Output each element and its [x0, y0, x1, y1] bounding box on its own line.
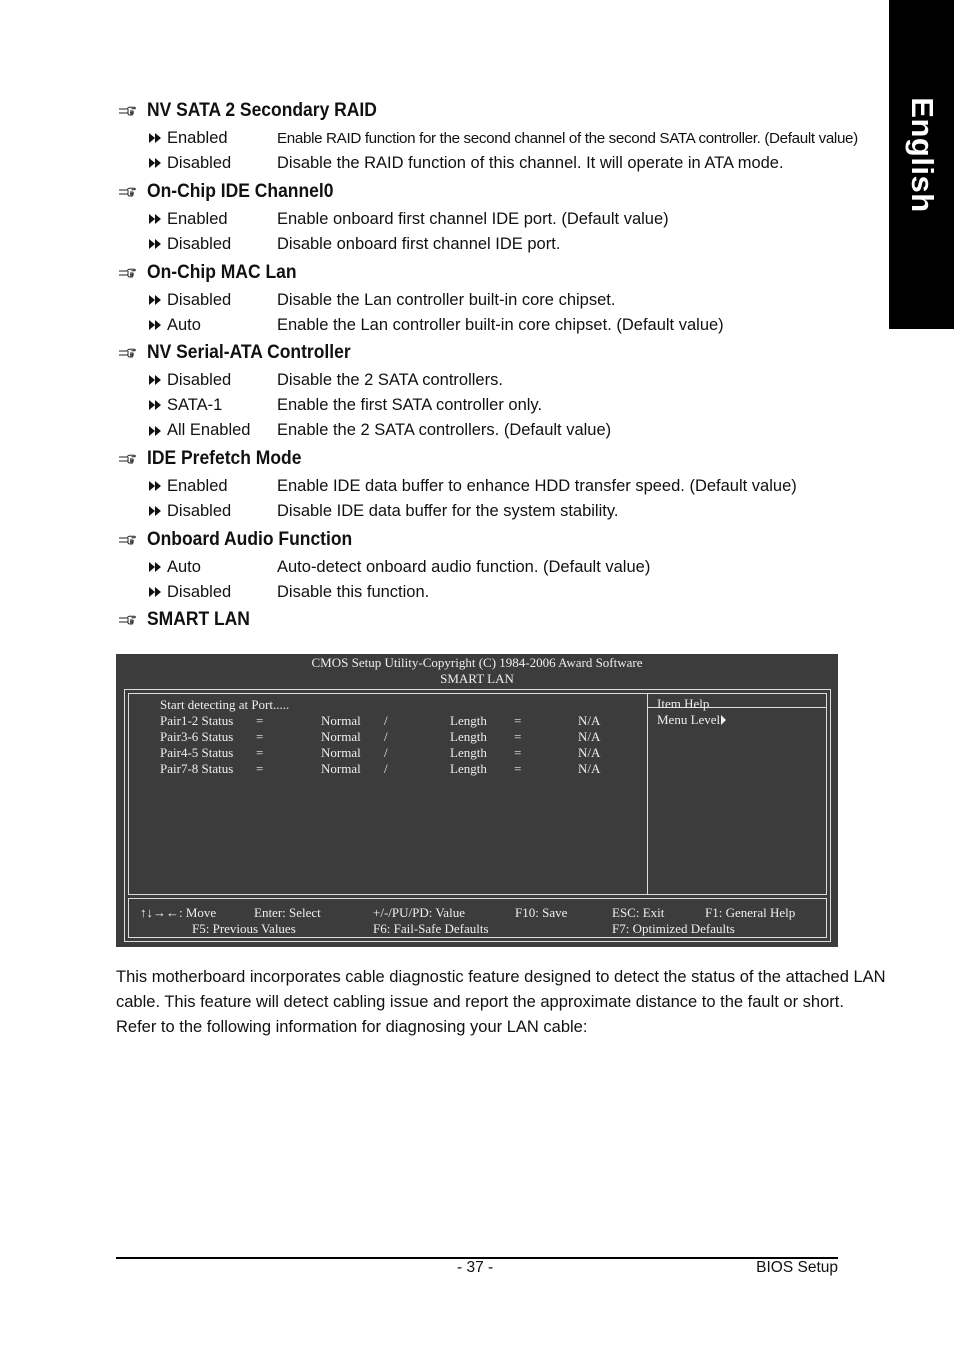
double-arrow-icon — [149, 239, 162, 249]
option-description: Disable this function. — [277, 582, 430, 601]
option-name: Enabled — [167, 128, 228, 147]
section-title: IDE Prefetch Mode — [147, 448, 302, 469]
option-item — [149, 234, 231, 254]
option-item — [149, 290, 231, 310]
option-item — [149, 557, 201, 577]
section-title: SMART LAN — [147, 609, 250, 630]
option-description: Enable the Lan controller built-in core chipset. (Default value) — [277, 315, 724, 334]
key-help: F1: General Help — [705, 905, 796, 920]
paragraph-line: Refer to the following information for diagnosing your LAN cable: — [116, 1018, 588, 1036]
equals-sign: = — [256, 713, 264, 728]
option-name: Disabled — [167, 153, 232, 172]
language-tab-label: English — [904, 97, 940, 213]
status-value: Normal — [321, 713, 361, 728]
section-heading — [118, 342, 368, 364]
double-arrow-icon — [149, 481, 162, 491]
paragraph-line: This motherboard incorporates cable diagnostic feature designed to detect the status of the attached LAN — [116, 968, 886, 986]
double-arrow-icon — [149, 320, 162, 330]
pair-status-label: Pair4-5 Status — [160, 745, 234, 760]
double-arrow-icon — [149, 562, 162, 572]
equals-sign: = — [514, 761, 522, 776]
bios-screen — [116, 654, 838, 947]
option-item — [149, 153, 231, 173]
separator-slash: / — [384, 713, 388, 728]
pair-status-label: Pair3-6 Status — [160, 729, 234, 744]
length-value: N/A — [578, 713, 601, 728]
length-value: N/A — [578, 761, 601, 776]
equals-sign: = — [514, 729, 522, 744]
pair-status-label: Pair1-2 Status — [160, 713, 234, 728]
double-arrow-icon — [149, 400, 162, 410]
double-arrow-icon — [149, 214, 162, 224]
double-arrow-icon — [149, 375, 162, 385]
double-arrow-icon — [149, 506, 162, 516]
equals-sign: = — [514, 713, 522, 728]
bios-divider — [647, 694, 648, 894]
double-arrow-icon — [149, 426, 162, 436]
double-arrow-icon — [149, 133, 162, 143]
equals-sign: = — [256, 761, 264, 776]
menu-level-label: Menu Level — [657, 712, 721, 727]
equals-sign: = — [256, 745, 264, 760]
option-description: Enable the 2 SATA controllers. (Default value) — [277, 421, 612, 440]
bios-start-text: Start detecting at Port..... — [160, 697, 290, 712]
pointing-hand-icon — [118, 104, 136, 118]
footer-section: BIOS Setup — [756, 1259, 838, 1276]
option-description: Enable IDE data buffer to enhance HDD transfer speed. (Default value) — [277, 476, 797, 495]
item-help-label: Item Help — [657, 696, 710, 711]
option-item — [149, 582, 231, 602]
option-description: Disable the Lan controller built-in core chipset. — [277, 290, 616, 309]
section-heading — [118, 262, 310, 284]
length-value: N/A — [578, 745, 601, 760]
option-description: Enable the first SATA controller only. — [277, 395, 543, 414]
section-title: NV SATA 2 Secondary RAID — [147, 100, 377, 121]
section-heading — [118, 100, 397, 122]
option-description: Enable RAID function for the second channel of the second SATA controller. (Default value) — [277, 129, 858, 147]
option-item — [149, 421, 250, 441]
pointing-hand-icon — [118, 266, 136, 280]
bios-header-title: SMART LAN — [440, 671, 514, 686]
option-name: Auto — [167, 315, 201, 334]
pointing-hand-icon — [118, 613, 136, 627]
key-optimized: F7: Optimized Defaults — [612, 921, 735, 936]
triangle-right-icon — [720, 715, 727, 725]
key-move: ↑↓→←: Move — [140, 905, 217, 920]
option-description: Disable the RAID function of this channel. It will operate in ATA mode. — [277, 153, 784, 172]
paragraph-line: cable. This feature will detect cabling issue and report the approximate distance to the fault or short. — [116, 993, 844, 1011]
option-name: Auto — [167, 557, 201, 576]
section-heading — [118, 448, 315, 470]
option-name: Disabled — [167, 582, 232, 601]
option-item — [149, 395, 222, 415]
option-name: SATA-1 — [167, 395, 223, 414]
option-name: All Enabled — [167, 421, 251, 440]
section-title: On-Chip IDE Channel0 — [147, 181, 334, 202]
separator-slash: / — [384, 729, 388, 744]
separator-slash: / — [384, 761, 388, 776]
option-item — [149, 370, 231, 390]
page-number: - 37 - — [457, 1259, 494, 1276]
option-name: Enabled — [167, 209, 228, 228]
key-failsafe: F6: Fail-Safe Defaults — [373, 921, 489, 936]
option-item — [149, 209, 228, 229]
option-name: Disabled — [167, 234, 232, 253]
bios-main-panel — [128, 693, 827, 895]
option-item — [149, 128, 228, 148]
section-title: NV Serial-ATA Controller — [147, 342, 351, 363]
option-name: Disabled — [167, 370, 232, 389]
status-value: Normal — [321, 761, 361, 776]
equals-sign: = — [256, 729, 264, 744]
pointing-hand-icon — [118, 346, 136, 360]
option-description: Auto-detect onboard audio function. (Default value) — [277, 557, 651, 576]
pair-status-label: Pair7-8 Status — [160, 761, 234, 776]
menu-level-row — [657, 712, 727, 727]
option-name: Disabled — [167, 290, 232, 309]
status-value: Normal — [321, 745, 361, 760]
key-select: Enter: Select — [254, 905, 321, 920]
option-description: Enable onboard first channel IDE port. (Default value) — [277, 209, 669, 228]
key-exit: ESC: Exit — [612, 905, 665, 920]
option-description: Disable IDE data buffer for the system stability. — [277, 501, 619, 520]
section-title: Onboard Audio Function — [147, 529, 353, 550]
bios-key-legend — [128, 898, 827, 938]
length-label: Length — [450, 761, 487, 776]
option-description: Disable onboard first channel IDE port. — [277, 234, 561, 253]
section-heading — [118, 529, 370, 551]
length-label: Length — [450, 729, 487, 744]
option-item — [149, 476, 228, 496]
pointing-hand-icon — [118, 185, 136, 199]
pointing-hand-icon — [118, 452, 136, 466]
double-arrow-icon — [149, 158, 162, 168]
section-heading — [118, 609, 259, 631]
section-heading — [118, 181, 350, 203]
equals-sign: = — [514, 745, 522, 760]
option-item — [149, 501, 231, 521]
key-save: F10: Save — [515, 905, 568, 920]
length-value: N/A — [578, 729, 601, 744]
bios-frame — [124, 689, 831, 942]
key-value: +/-/PU/PD: Value — [373, 905, 465, 920]
pointing-hand-icon — [118, 533, 136, 547]
option-item — [149, 315, 201, 335]
separator-slash: / — [384, 745, 388, 760]
status-value: Normal — [321, 729, 361, 744]
section-title: On-Chip MAC Lan — [147, 262, 297, 283]
option-name: Enabled — [167, 476, 228, 495]
option-name: Disabled — [167, 501, 232, 520]
key-previous: F5: Previous Values — [192, 921, 296, 936]
double-arrow-icon — [149, 295, 162, 305]
option-description: Disable the 2 SATA controllers. — [277, 370, 503, 389]
language-tab — [889, 0, 954, 329]
length-label: Length — [450, 713, 487, 728]
bios-header-copyright: CMOS Setup Utility-Copyright (C) 1984-2006 Award Software — [311, 655, 643, 670]
length-label: Length — [450, 745, 487, 760]
double-arrow-icon — [149, 587, 162, 597]
